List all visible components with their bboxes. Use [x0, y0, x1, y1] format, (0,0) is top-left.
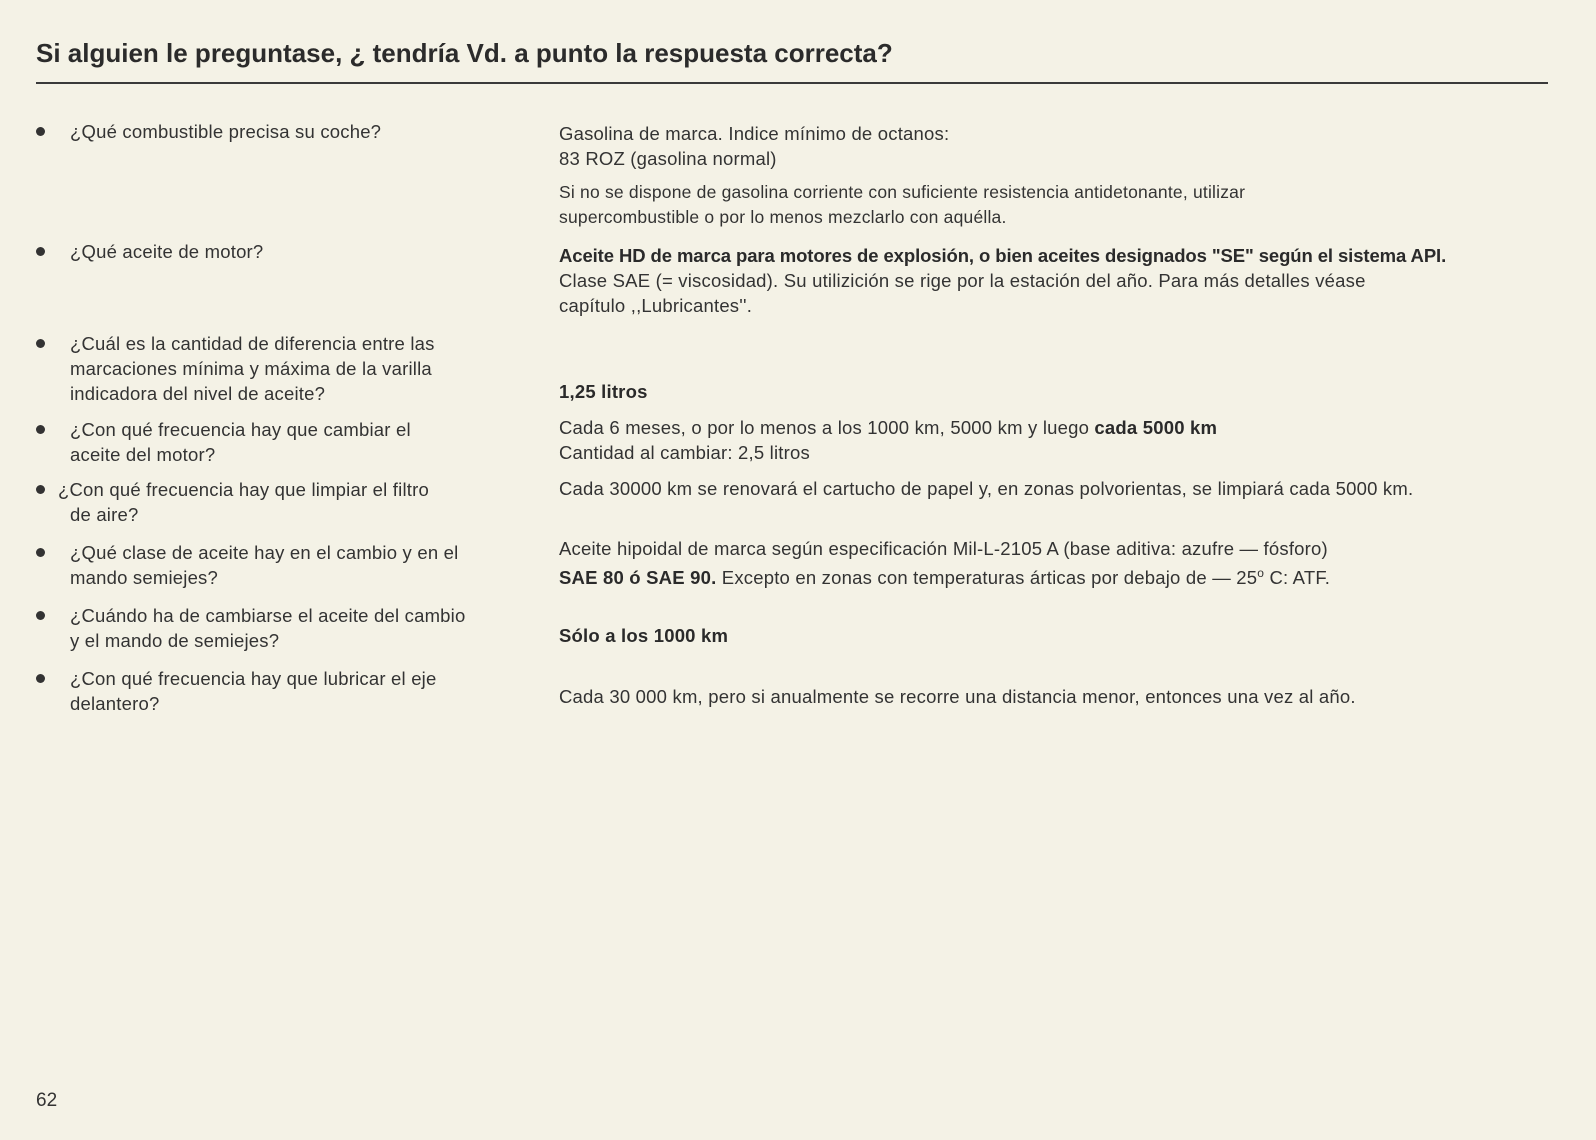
question-front-axle: [36, 666, 526, 716]
answer-line-bold: Aceite HD de marca para motores de explosión, o bien aceites designados "SE" según el sistema API.: [559, 245, 1447, 266]
answer-oil-change: [559, 415, 1549, 465]
answer-fuel: [559, 121, 1549, 171]
answer-gear-oil: [559, 536, 1549, 590]
answer-line: Aceite hipoidal de marca según especificación Mil-L-2105 A (base aditiva: azufre — fósforo): [559, 538, 1328, 559]
answer-text-bold: cada 5000 km: [1094, 417, 1218, 438]
question-line: delantero?: [70, 693, 160, 714]
question-gear-oil: [36, 540, 526, 590]
page-heading: Si alguien le preguntase, ¿ tendría Vd. a punto la respuesta correcta?: [36, 38, 893, 68]
page-number: 62: [36, 1090, 58, 1111]
answer-text: Cada 6 meses, o por lo menos a los 1000 km, 5000 km y luego: [559, 417, 1095, 438]
answer-text-bold: SAE 80 ó SAE 90.: [559, 567, 717, 589]
bullet-icon: [36, 548, 45, 557]
answer-line: Si no se dispone de gasolina corriente con suficiente resistencia antidetonante, utilizar: [559, 182, 1246, 202]
question-line: de aire?: [70, 504, 139, 525]
question-line: ¿Cuándo ha de cambiarse el aceite del cambio: [70, 605, 466, 626]
question-oil-change: [36, 417, 526, 467]
answer-line: capítulo ,,Lubricantes''.: [559, 295, 753, 316]
bullet-icon: [36, 425, 45, 434]
answer-fuel-note: [559, 180, 1549, 230]
question-air-filter: [36, 477, 526, 527]
question-engine-oil: [36, 239, 526, 264]
question-line: indicadora del nivel de aceite?: [70, 383, 326, 404]
answer-line: [559, 561, 1549, 590]
answer-line: Cada 30000 km se renovará el cartucho de papel y, en zonas polvorientas, se limpiará cada 5000 km.: [559, 478, 1414, 499]
question-line: marcaciones mínima y máxima de la varilla: [70, 358, 432, 379]
question-line: aceite del motor?: [70, 444, 216, 465]
bullet-icon: [36, 339, 45, 348]
bullet-icon: [36, 247, 45, 256]
answer-dipstick: 1,25 litros: [559, 381, 648, 402]
answer-engine-oil: [559, 243, 1549, 318]
question-fuel: [36, 119, 526, 144]
answer-line: Clase SAE (= viscosidad). Su utilizición se rige por la estación del año. Para más detalles véase: [559, 270, 1366, 291]
bullet-icon: [36, 674, 45, 683]
degree-sign: o: [1257, 566, 1265, 580]
answer-gear-oil-change: Sólo a los 1000 km: [559, 625, 729, 646]
question-gear-oil-change: [36, 603, 526, 653]
answer-line: Cantidad al cambiar: 2,5 litros: [559, 442, 810, 463]
answer-text: C: ATF.: [1264, 567, 1331, 589]
bullet-icon: [36, 611, 45, 620]
answer-line: Gasolina de marca. Indice mínimo de octanos:: [559, 123, 950, 144]
bullet-icon: [36, 485, 45, 494]
answer-front-axle: [559, 684, 1549, 709]
question-line: ¿Con qué frecuencia hay que lubricar el eje: [70, 668, 437, 689]
answer-line: supercombustible o por lo menos mezclarlo con aquélla.: [559, 207, 1007, 227]
heading-rule: [36, 82, 1548, 84]
question-line: ¿Qué clase de aceite hay en el cambio y en el: [70, 542, 459, 563]
bullet-icon: [36, 127, 45, 136]
answer-line: [559, 415, 1549, 440]
question-dipstick: [36, 331, 526, 406]
answer-line: Cada 30 000 km, pero si anualmente se recorre una distancia menor, entonces una vez al año.: [559, 686, 1356, 707]
question-line: y el mando de semiejes?: [70, 630, 280, 651]
answer-text: Excepto en zonas con temperaturas árticas por debajo de — 25: [716, 567, 1258, 589]
answer-line: 83 ROZ (gasolina normal): [559, 148, 777, 169]
answer-air-filter: [559, 476, 1549, 501]
question-line: ¿Con qué frecuencia hay que limpiar el filtro: [58, 479, 429, 500]
question-line: ¿Con qué frecuencia hay que cambiar el: [70, 419, 411, 440]
question-line: mando semiejes?: [70, 567, 218, 588]
question-line: ¿Qué combustible precisa su coche?: [70, 121, 382, 142]
question-line: ¿Cuál es la cantidad de diferencia entre las: [70, 333, 435, 354]
question-line: ¿Qué aceite de motor?: [70, 241, 264, 262]
